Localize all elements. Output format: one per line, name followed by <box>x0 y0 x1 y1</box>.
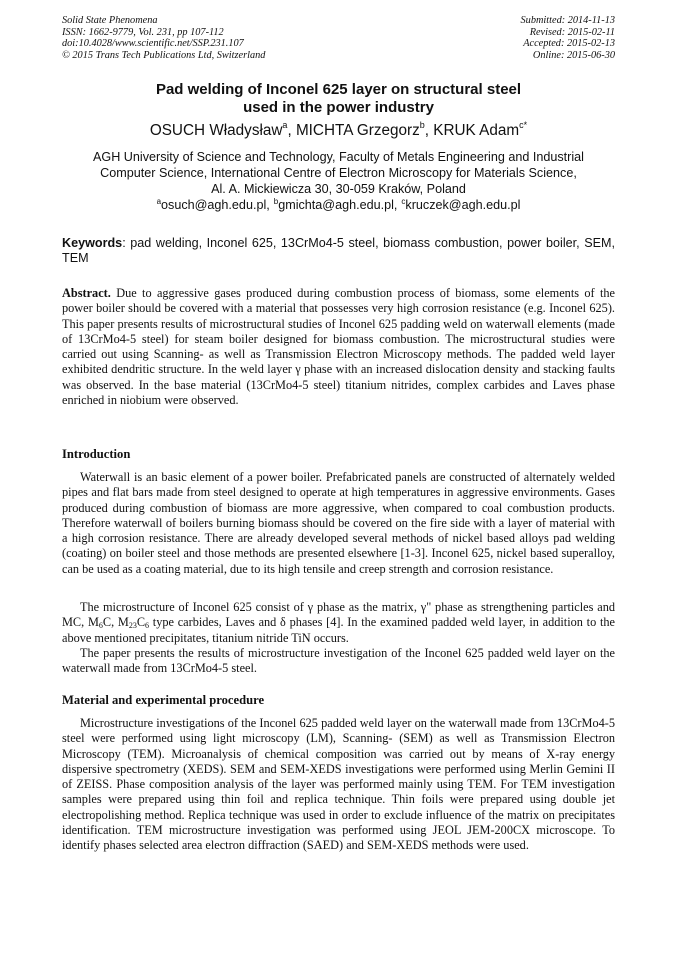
email-link[interactable]: kruczek@agh.edu.pl <box>405 198 521 212</box>
keywords <box>62 236 615 267</box>
abstract-text: Due to aggressive gases produced during combustion process of biomass, some elements of the power boiler should be covered with a material that possesses very high corrosion resistance (e.g. Inconel 625). This paper presents results of microstructural studies of Inconel 625 padding weld on waterwall elements (made of 13CrMo4-5 steel) for steam boiler designed for biomass combustion. The microstructural studies were carried out using Scanning- as well as Transmission Electron Microscopy methods. The padded weld layer exhibited dendritic structure. In the weld layer γ phase with an increased dislocation density and stacking faults was observed. In the base material (13CrMo4-5 steel) titanium nitrides, complex carbides and Laves phase enriched in niobium were observed. <box>62 286 615 408</box>
intro-paragraph-3: The paper presents the results of microstructure investigation of the Inconel 625 padded weld layer on the waterwall made from 13CrMo4-5 steel. <box>62 646 615 676</box>
email-link[interactable]: osuch@agh.edu.pl, <box>161 198 270 212</box>
author-name: OSUCH Władysław <box>149 122 283 139</box>
online-date: Online: 2015-06-30 <box>532 49 615 61</box>
copyright-line: © 2015 Trans Tech Publications Ltd, Switzerland <box>62 49 266 61</box>
affiliation-line: AGH University of Science and Technology, Faculty of Metals Engineering and Industrial <box>93 150 584 164</box>
header-left <box>62 15 265 61</box>
subscript: 6 <box>145 621 150 631</box>
author-separator: , <box>424 122 434 139</box>
text-run: type carbides, Laves and δ phases [4]. In the examined padded weld layer, in addition to the above mentioned precipitates, titanium nitride TiN occurs. <box>62 615 615 645</box>
accepted-date: Accepted: 2015-02-13 <box>523 38 615 50</box>
author-affil-mark: c* <box>519 120 528 130</box>
text-run: C <box>136 615 146 630</box>
text-run: The microstructure of Inconel 625 consist of γ phase as the matrix, γ <box>80 600 427 614</box>
author-name: MICHTA Grzegorz <box>295 122 420 139</box>
email-mark: c <box>401 197 406 206</box>
affiliation-line: Computer Science, International Centre of Electron Microscopy for Materials Science, <box>100 166 577 180</box>
author-affil-mark: a <box>282 120 288 130</box>
abstract-label: Abstract. <box>62 286 111 300</box>
submitted-date: Submitted: 2014-11-13 <box>520 15 615 26</box>
title-line-2: used in the power industry <box>243 99 434 116</box>
author-list <box>62 122 615 140</box>
paper-title <box>62 81 615 117</box>
author-affil-mark: b <box>419 120 425 130</box>
author-separator: , <box>287 122 296 139</box>
text-run: " phase as strengthening particles and MC, M <box>62 600 615 630</box>
subscript: 23 <box>128 621 137 631</box>
author-emails <box>62 197 615 213</box>
section-title-introduction: Introduction <box>62 447 131 461</box>
affiliation-line: Al. A. Mickiewicza 30, 30-059 Kraków, Poland <box>211 182 466 196</box>
title-line-1: Pad welding of Inconel 625 layer on structural steel <box>155 81 522 98</box>
affiliation <box>62 149 615 197</box>
keywords-text: : pad welding, Inconel 625, 13CrMo4-5 steel, biomass combustion, power boiler, SEM, TEM <box>62 236 615 266</box>
subscript: 6 <box>98 621 103 631</box>
text-run: C, M <box>102 615 129 630</box>
materials-paragraph-1: Microstructure investigations of the Inconel 625 padded weld layer on the waterwall made from 13CrMo4-5 steel were performed using light microscopy (LM), Scanning- (SEM) as well as Transmission Electron Microscopy (TEM). Microanalysis of chemical composition was carried out by means of X-ray energy dispersive spectrometry (XEDS). SEM and SEM-XEDS investigations were performed using Merlin Gemini II of ZEISS. Phase composition analysis of the layer was performed mainly using TEM. For TEM investigation samples were prepared using thin foil and replica technique. Thin foils were prepared using double jet electropolishing method. Replica technique was used in order to exclude influence of the matrix on precipitates identification. TEM microstructure investigation was performed using JEOL JEM-200CX microscope. To identify phases selected area electron diffraction (SAED) and SEM-XEDS methods were used. <box>62 716 615 853</box>
revised-date: Revised: 2015-02-11 <box>529 26 615 38</box>
author-name: KRUK Adam <box>433 122 520 139</box>
section-title-materials: Material and experimental procedure <box>62 693 265 707</box>
issn-line: ISSN: 1662-9779, Vol. 231, pp 107-112 <box>62 26 224 38</box>
email-mark: b <box>273 197 279 206</box>
email-link[interactable]: gmichta@agh.edu.pl, <box>278 198 398 212</box>
doi-line: doi:10.4028/www.scientific.net/SSP.231.107 <box>62 38 244 50</box>
abstract <box>62 286 615 408</box>
header-right <box>521 15 615 61</box>
email-mark: a <box>156 197 162 206</box>
intro-paragraph-2 <box>62 600 615 646</box>
intro-paragraph-1: Waterwall is an basic element of a power boiler. Prefabricated panels are constructed of alternately welded pipes and flat bars made from steel designed to operate at high temperatures in aggressive environments. Gases produced during combustion of biomass are more aggressive, when compared to coal combustion products. Therefore waterwall of boilers burning biomass should be covered on the fire side with a layer of material with a high corrosion resistance. There are already developed several methods of nickel based alloys pad welding (coating) on boiler steel and those methods are presented elsewhere [1-3]. Inconel 625, nickel based superalloy, can be used as a coating material, due to its high tensile and creep strength and corrosion resistance. <box>62 470 615 576</box>
journal-name: Solid State Phenomena <box>62 15 158 26</box>
keywords-label: Keywords <box>62 236 123 250</box>
